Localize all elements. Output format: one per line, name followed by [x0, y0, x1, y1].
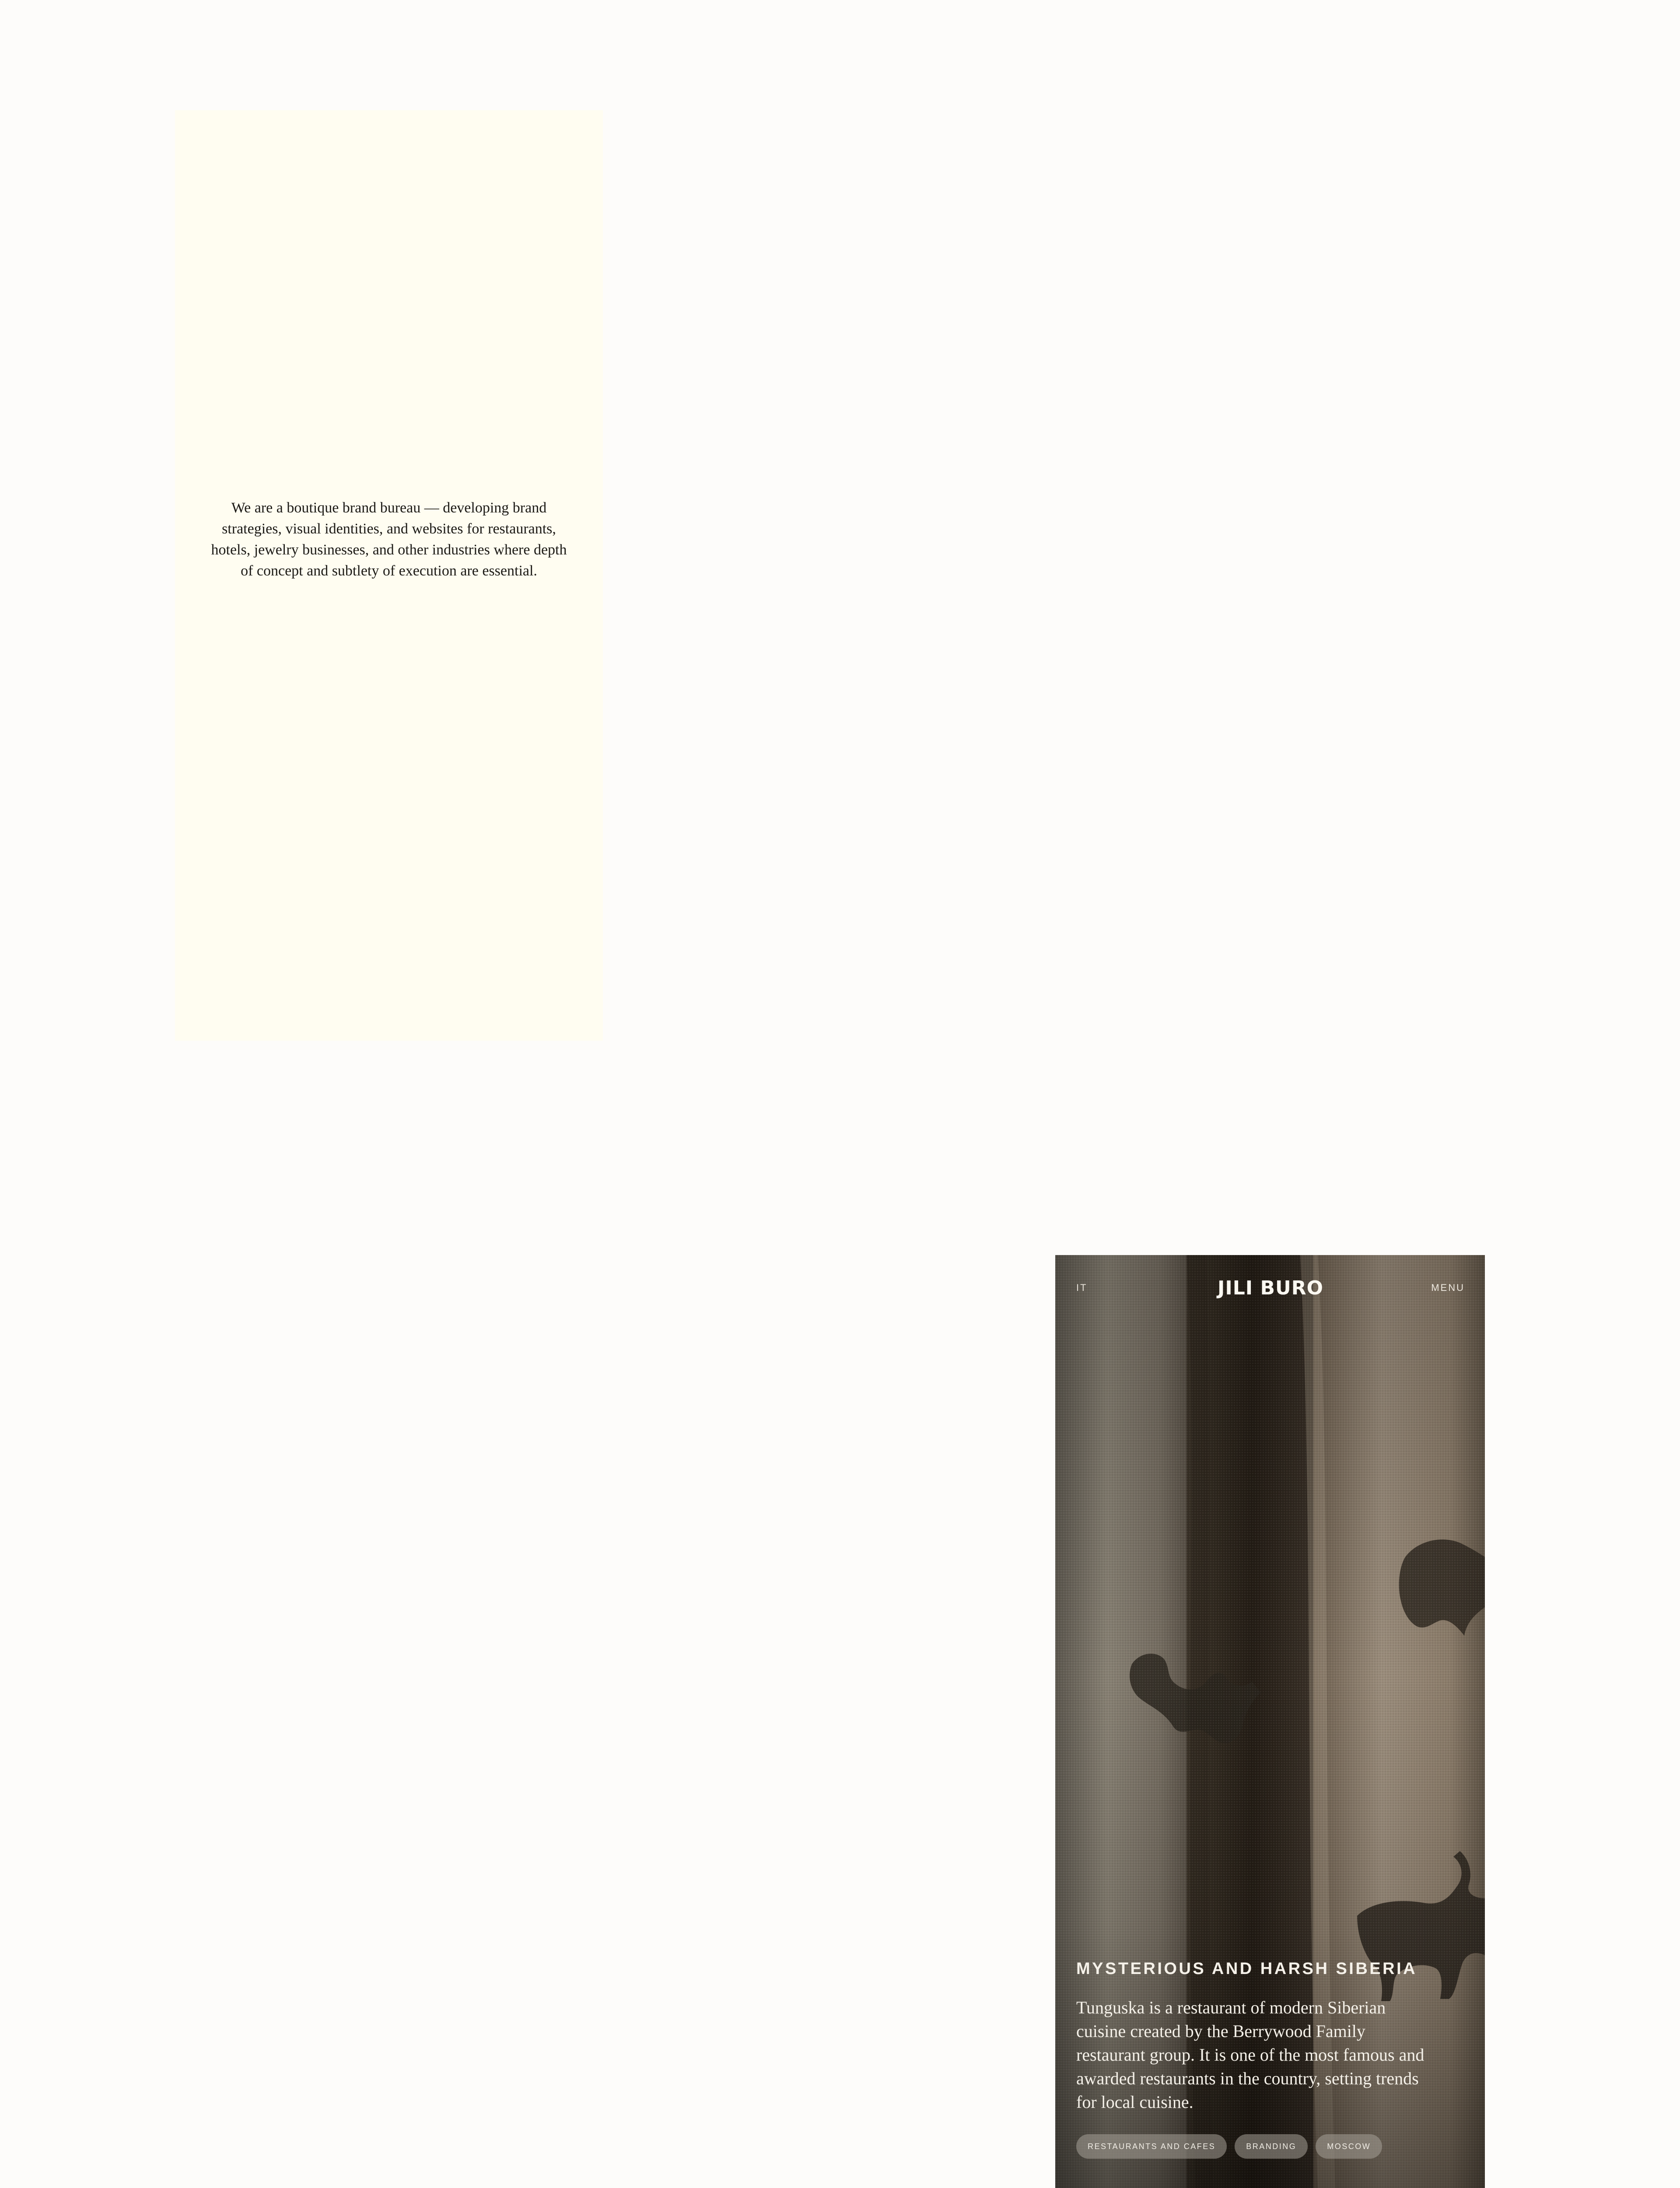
- case-info: [1076, 1960, 1467, 2159]
- site-header: [1055, 1255, 1485, 1321]
- site-logo[interactable]: JILI BURO: [1217, 1276, 1324, 1299]
- menu-button[interactable]: MENU: [1431, 1282, 1465, 1293]
- tag-restaurants-and-cafes[interactable]: RESTAURANTS AND CAFES: [1076, 2134, 1227, 2159]
- case-description: Tunguska is a restaurant of modern Siberian cuisine created by the Berrywood Family restaurant group. It is one of the most famous and awarded restaurants in the country, setting trends for local cuisine.: [1076, 1998, 1424, 2112]
- tag-moscow[interactable]: MOSCOW: [1316, 2134, 1382, 2159]
- language-switch[interactable]: IT: [1076, 1282, 1088, 1293]
- intro-card: [175, 110, 603, 1041]
- case-tags: [1076, 2134, 1467, 2159]
- case-title[interactable]: MYSTERIOUS AND HARSH SIBERIA: [1076, 1960, 1418, 1978]
- intro-text: We are a boutique brand bureau — developing brand strategies, visual identities, and websites for restaurants, hotels, jewelry businesses, and other industries where depth of concept and subtlety of execution are essential.: [211, 500, 567, 579]
- mobile-case-preview: [1055, 1255, 1485, 2188]
- tag-branding[interactable]: BRANDING: [1235, 2134, 1308, 2159]
